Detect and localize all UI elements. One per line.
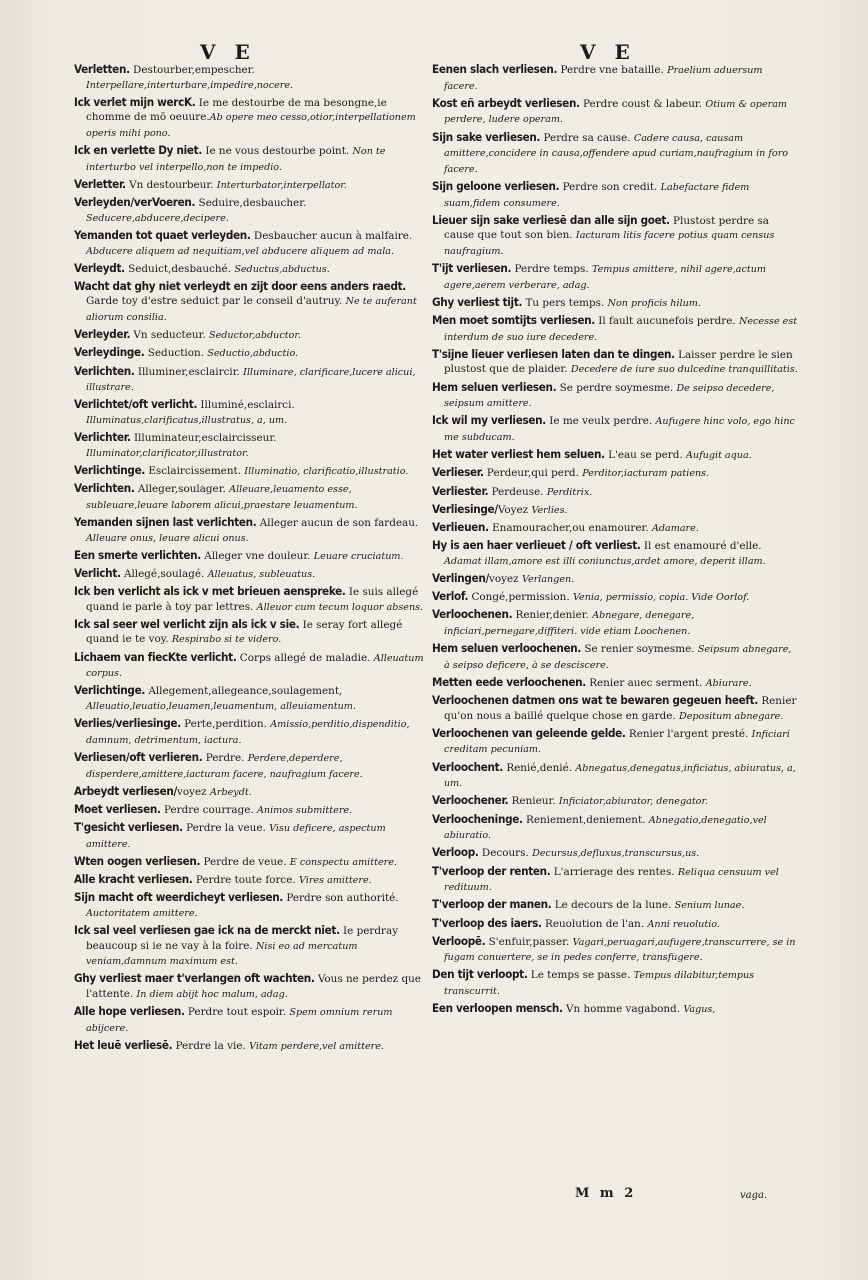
headword: T'gesicht verliesen. [74, 820, 183, 835]
headword: Arbeydt verliesen/ [74, 783, 178, 798]
latin-gloss: Iacturam litis facere potius quam census naufragium. [444, 230, 775, 257]
headword: Verlichtet/oft verlicht. [74, 397, 198, 412]
dictionary-entry [432, 213, 798, 260]
french-gloss: Allegé,soulagé. [120, 567, 208, 580]
french-gloss: Esclaircissement. [145, 464, 245, 477]
latin-gloss: Auctoritatem amittere. [86, 907, 198, 919]
latin-gloss: Perditor,iacturam patiens. [582, 468, 710, 480]
french-gloss: Reuolution de l'an. [541, 917, 648, 930]
dictionary-entry [74, 548, 426, 565]
latin-gloss: Adamare. [651, 522, 699, 534]
latin-gloss: Illuminatus,clarificatus,illustratus, a, um. [86, 415, 288, 426]
dictionary-entry [432, 967, 798, 999]
latin-gloss: Aufugit aqua. [685, 450, 752, 462]
latin-gloss: Perditrix. [546, 486, 593, 498]
headword: Sijn geloone verliesen. [432, 178, 560, 193]
latin-gloss: Necesse est interdum de suo iure decedere. [444, 316, 798, 343]
french-gloss: Alleger aucun de son fardeau. [256, 516, 419, 529]
dictionary-entry [74, 430, 426, 461]
french-gloss: Alleger,soulager. [134, 483, 230, 496]
headword: Verlieuen. [432, 519, 489, 534]
dictionary-entry [74, 802, 426, 819]
dictionary-entry [74, 784, 426, 801]
headword: Eenen slach verliesen. [432, 62, 558, 76]
dictionary-entry [74, 364, 426, 396]
latin-gloss: Nisi eo ad mercatum veniam,damnum maximum est. [86, 940, 358, 968]
latin-gloss: Seductio,abductio. [207, 348, 299, 360]
french-gloss: Renier auec serment. [585, 676, 706, 689]
french-gloss: Desbaucher aucun à malfaire. [250, 229, 413, 242]
dictionary-entry [432, 641, 798, 673]
headword: Verloochent. [432, 759, 504, 774]
latin-gloss: Leuare cruciatum. [313, 550, 404, 562]
latin-gloss: Ab opere meo cesso,otior,interpellationem operis mihi pono. [86, 112, 416, 139]
french-gloss: Le temps se passe. [527, 969, 634, 982]
dictionary-entry [432, 726, 798, 758]
french-gloss: Ie suis allegé quand ie parle à toy par lettres. [86, 586, 419, 613]
french-gloss: Perdre de veue. [200, 855, 290, 868]
dictionary-entry [432, 465, 798, 482]
dictionary-entry [432, 864, 798, 896]
latin-gloss: Seductus,abductus. [234, 263, 330, 275]
french-gloss: Alleger vne douleur. [200, 549, 314, 562]
headword: Verleyden/verVoeren. [74, 195, 196, 210]
french-gloss: Illuminateur,esclaircisseur. [130, 432, 277, 445]
dictionary-entry [74, 1004, 426, 1036]
french-gloss: Seduction. [144, 347, 208, 360]
french-gloss: Congé,permission. [468, 591, 573, 604]
latin-gloss: Inficiator,abiurator, denegator. [558, 796, 709, 808]
headword: Ick wil my verliesen. [432, 413, 546, 428]
french-gloss: Perdre coust & labeur. [579, 97, 706, 110]
french-gloss: Corps allegé de maladie. [236, 651, 374, 664]
latin-gloss: Vitam perdere,vel amittere. [249, 1041, 384, 1053]
latin-gloss: Illuminator,clarificator,illustrator. [86, 447, 249, 459]
french-gloss: Tu pers temps. [522, 296, 608, 309]
headword: Wacht dat ghy niet verleydt en zijt door eens anders raedt. [74, 278, 406, 293]
dictionary-entry [74, 177, 426, 194]
french-gloss: Vn destourbeur. [125, 178, 217, 191]
french-gloss: Perdre courrage. [160, 803, 257, 816]
headword: Wten oogen verliesen. [74, 853, 201, 868]
french-gloss: Seduire,desbaucher. [195, 197, 307, 210]
dictionary-entry [432, 380, 798, 412]
latin-gloss: Interturbator,interpellator. [216, 179, 347, 191]
french-gloss: Vous ne perdez que l'attente. [86, 973, 421, 1001]
headword: T'verloop der renten. [432, 863, 551, 878]
french-gloss: Se perdre soymesme. [556, 381, 677, 394]
dictionary-entry [432, 313, 798, 345]
headword: Hem seluen verliesen. [432, 379, 557, 394]
headword: Verlichten. [74, 481, 135, 496]
french-gloss: Renier,denier. [512, 609, 593, 622]
headword: T'verloop des iaers. [432, 915, 542, 930]
headword: Kost eñ arbeydt verliesen. [432, 95, 580, 110]
headword: Verloocheninge. [432, 811, 523, 826]
latin-gloss: Alleuatus, subleuatus. [207, 568, 316, 580]
dictionary-entry [74, 95, 426, 142]
french-gloss: Perdre la vie. [172, 1040, 250, 1053]
latin-gloss: Visu deficere, aspectum amittere. [86, 823, 386, 850]
latin-gloss: Aufugere hinc volo, ego hinc me subducam. [444, 416, 795, 443]
french-gloss: Perdre son authorité. [283, 892, 399, 905]
dictionary-entry [432, 760, 798, 792]
dictionary-entry [74, 481, 426, 513]
headword: Verlichtinge. [74, 683, 146, 698]
headword: Verliesinge/ [432, 501, 498, 516]
latin-gloss: Vagari,peruagari,aufugere,transcurrere, se in fugam conuertere, se in pedes conferre, transfugere. [444, 936, 796, 964]
french-gloss: Perdre. [202, 752, 248, 764]
headword: Een verloopen mensch. [432, 1001, 563, 1016]
headword: Verleydinge. [74, 345, 145, 360]
dictionary-entry [432, 1001, 798, 1018]
french-gloss: L'eau se perd. [604, 449, 686, 462]
headword: Ick ben verlicht als ick v met brieuen aenspreke. [74, 584, 346, 599]
dictionary-entry [432, 62, 798, 94]
french-gloss: Renier l'argent presté. [625, 727, 752, 740]
latin-gloss: Adamat illam,amore est illi coniunctus,ardet amore, deperit illam. [444, 555, 766, 567]
dictionary-entry [74, 617, 426, 648]
running-header [0, 40, 868, 64]
headword: T'ijt verliesen. [432, 261, 512, 276]
dictionary-entry [74, 397, 426, 428]
dictionary-entry [432, 520, 798, 537]
latin-gloss: Non proficis hilum. [607, 297, 701, 309]
dictionary-entry [432, 571, 798, 588]
dictionary-entry [74, 279, 426, 326]
headword: Verlof. [432, 589, 469, 604]
right-column [432, 62, 798, 1019]
latin-gloss: Interpellare,interturbare,impedire,nocere. [86, 79, 294, 91]
french-gloss: Seduict,desbauché. [124, 262, 235, 275]
french-gloss: Il fault aucunefois perdre. [594, 315, 739, 328]
headword: Verliesen/oft verlieren. [74, 750, 203, 764]
header-left: V E [200, 40, 256, 64]
signature-mark: M m 2 [575, 1186, 637, 1201]
french-gloss: Il est enamouré d'elle. [640, 540, 762, 553]
dictionary-entry [74, 1038, 426, 1055]
headword: Verletten. [74, 62, 130, 76]
latin-gloss: Praelium aduersum facere. [444, 65, 763, 92]
dictionary-entry [432, 916, 798, 933]
dictionary-entry [432, 413, 798, 445]
latin-gloss: Alleuor cum tecum loquor absens. [256, 601, 424, 613]
headword: T'sijne lieuer verliesen laten dan te dingen. [432, 346, 675, 361]
headword: Een smerte verlichten. [74, 547, 201, 562]
french-gloss: Perdre son credit. [559, 180, 661, 193]
latin-gloss: Abiurare. [705, 677, 752, 689]
dictionary-entry [74, 463, 426, 480]
dictionary-entry [74, 650, 426, 682]
french-gloss: Perdre sa cause. [540, 131, 634, 144]
dictionary-entry [432, 295, 798, 312]
latin-gloss: Tempus amittere, nihil agere,actum agere,aerem verberare, adag. [444, 264, 767, 291]
latin-gloss: Respirabo si te videro. [171, 634, 282, 646]
dictionary-entry [74, 62, 426, 93]
latin-gloss: Alleuatum corpus. [86, 652, 424, 680]
french-gloss: Se renier soymesme. [581, 643, 698, 656]
latin-gloss: Senium lunae. [674, 900, 745, 912]
french-gloss: Le decours de la lune. [551, 899, 675, 912]
latin-gloss: Abnegatio,denegatio,vel abiuratio. [444, 814, 767, 842]
latin-gloss: In diem abijt hoc malum, adag. [136, 989, 288, 1001]
french-gloss: Perdre tout espoir. [184, 1006, 290, 1019]
french-gloss: Illuminer,esclaircir. [134, 365, 244, 378]
french-gloss: Perdre toute force. [192, 874, 300, 887]
headword: Den tijt verloopt. [432, 967, 528, 982]
latin-gloss: Tempus dilabitur,tempus transcurrit. [444, 970, 755, 998]
french-gloss: Renieur. [508, 795, 559, 808]
dictionary-entry [432, 693, 798, 724]
dictionary-entry [74, 228, 426, 259]
dictionary-entry [74, 716, 426, 748]
latin-gloss: Amissio,perditio,dispenditio, damnum, detrimentum, iactura. [86, 719, 410, 746]
french-gloss: Ie perdray beaucoup si ie ne vay à la foire. [86, 925, 399, 952]
headword: Ghy verliest tijt. [432, 294, 523, 309]
dictionary-entry [74, 923, 426, 970]
catchword: vaga. [740, 1190, 768, 1201]
headword: Moet verliesen. [74, 801, 161, 816]
french-gloss: Ie me destourbe de ma besongne,ie chomme de mō oeuure. [86, 96, 387, 124]
french-gloss: Perdeur,qui perd. [483, 467, 583, 480]
headword: Yemanden sijnen last verlichten. [74, 514, 257, 529]
french-gloss: Ie ne vous destourbe point. [202, 145, 353, 158]
french-gloss: L'arrierage des rentes. [550, 865, 678, 878]
latin-gloss: Venia, permissio, copia. Vide Oorlof. [572, 592, 750, 604]
headword: Verloochenen. [432, 607, 513, 622]
latin-gloss: Abducere aliquem ad nequitiam,vel abducere aliquem ad mala. [86, 245, 395, 257]
french-gloss: Perdeuse. [488, 485, 547, 498]
french-gloss: Ie me veulx perdre. [545, 415, 656, 428]
french-gloss: Decours. [478, 847, 533, 860]
dictionary-entry [74, 261, 426, 278]
latin-gloss: Vagus, [683, 1004, 716, 1016]
headword: Verloochener. [432, 793, 509, 808]
headword: Ick sal veel verliesen gae ick na de merckt niet. [74, 923, 340, 938]
headword: Het water verliest hem seluen. [432, 447, 605, 462]
latin-gloss: Decursus,defluxus,transcursus,us. [532, 848, 700, 860]
dictionary-entry [74, 872, 426, 889]
french-gloss: Renié,denié. [503, 761, 576, 774]
french-gloss: Enamouracher,ou enamourer. [488, 521, 652, 534]
dictionary-entry [74, 195, 426, 226]
dictionary-entry [432, 96, 798, 128]
headword: Ick en verlette Dy niet. [74, 143, 203, 158]
headword: Verleydt. [74, 260, 125, 275]
latin-gloss: Alleuare,leuamento esse, subleuare,leuare laborem alicui,praestare leuamentum. [86, 484, 358, 511]
french-gloss: Plustost perdre sa cause que tout son bien. [444, 214, 769, 242]
latin-gloss: Seducere,abducere,decipere. [86, 212, 229, 224]
dictionary-entry [432, 179, 798, 211]
latin-gloss: Labefactare fidem suam,fidem consumere. [444, 181, 750, 209]
latin-gloss: Anni reuolutio. [647, 918, 720, 930]
french-gloss: Garde toy d'estre seduict par le conseil d'autruy. [86, 295, 346, 308]
latin-gloss: Decedere de iure suo dulcedine tranquillitatis. [570, 364, 798, 376]
latin-gloss: E conspectu amittere. [289, 856, 397, 868]
french-gloss: Voyez [497, 503, 532, 516]
headword: Alle kracht verliesen. [74, 872, 193, 887]
latin-gloss: Perdere,deperdere, disperdere,amittere,iacturam facere, naufragium facere. [86, 753, 363, 780]
headword: Lieuer sijn sake verliesē dan alle sijn goet. [432, 212, 670, 227]
latin-gloss: Seipsum abnegare, à seipso deficere, à se desciscere. [444, 644, 792, 671]
french-gloss: voyez [489, 572, 522, 585]
dictionary-entry [432, 607, 798, 639]
latin-gloss: Seductor,abductor. [209, 330, 301, 342]
headword: Verletter. [74, 176, 126, 191]
dictionary-entry [432, 845, 798, 862]
headword: Sijn sake verliesen. [432, 129, 541, 144]
headword: Verliester. [432, 483, 489, 498]
headword: Alle hope verliesen. [74, 1004, 185, 1019]
headword: Metten eede verloochenen. [432, 674, 586, 689]
headword: Verlichtinge. [74, 462, 146, 477]
headword: Verloochenen datmen ons wat te bewaren gegeuen heeft. [432, 693, 759, 708]
latin-gloss: Depositum abnegare. [679, 710, 784, 722]
latin-gloss: Abnegare, denegare, inficiari,pernegare,diffiteri. vide etiam Loochenen. [444, 610, 695, 637]
french-gloss: Renier qu'on nous a baillé quelque chose en garde. [444, 695, 797, 722]
headword: Verlingen/ [432, 570, 490, 585]
dictionary-entry [432, 675, 798, 692]
dictionary-entry [432, 261, 798, 293]
headword: Sijn macht oft weerdicheyt verliesen. [74, 890, 284, 905]
french-gloss: Vn seducteur. [130, 329, 210, 342]
headword: Ghy verliest maer t'verlangen oft wachten. [74, 971, 315, 986]
dictionary-entry [432, 589, 798, 606]
latin-gloss: Reliqua censuum vel redituum. [444, 866, 779, 894]
headword: Verleyder. [74, 327, 131, 342]
headword: Het leuē verliesē. [74, 1038, 173, 1053]
french-gloss: Perdre temps. [511, 263, 592, 276]
dictionary-entry [74, 854, 426, 871]
headword: Verlies/verliesinge. [74, 716, 181, 731]
french-gloss: Reniement,deniement. [522, 813, 649, 826]
latin-gloss: Alleuare onus, leuare alicui onus. [86, 532, 249, 544]
french-gloss: Laisser perdre le sien plustost que de plaider. [444, 348, 793, 376]
dictionary-entry [74, 345, 426, 362]
dictionary-entry [432, 130, 798, 178]
latin-gloss: Non te interturbo vel interpello,non te impedio. [86, 146, 386, 173]
headword: Verloochenen van geleende gelde. [432, 725, 626, 740]
french-gloss: Illuminé,esclairci. [197, 399, 295, 412]
dictionary-entry [74, 683, 426, 714]
headword: Hy is aen haer verlieuet / oft verliest. [432, 538, 641, 553]
dictionary-entry [432, 347, 798, 378]
french-gloss: Perte,perdition. [180, 718, 271, 731]
dictionary-entry [74, 143, 426, 175]
headword: Hem seluen verloochenen. [432, 641, 582, 656]
dictionary-entry [432, 447, 798, 464]
dictionary-entry [432, 934, 798, 966]
latin-gloss: Ne te auferant aliorum consilia. [86, 296, 417, 324]
latin-gloss: Illuminare, clarificare,lucere alicui, illustrare. [86, 366, 416, 394]
headword: Ick sal seer wel verlicht zijn als ick v sie. [74, 616, 300, 631]
headword: Men moet somtijts verliesen. [432, 313, 595, 328]
french-gloss: voyez [177, 785, 210, 798]
latin-gloss: Abnegatus,denegatus,inficiatus, abiuratus, a, um. [444, 762, 796, 790]
dictionary-entry [432, 484, 798, 501]
headword: Verlicht. [74, 565, 121, 580]
dictionary-entry [74, 327, 426, 344]
left-column [74, 62, 426, 1056]
latin-gloss: Illuminatio, clarificatio,illustratio. [244, 465, 409, 477]
latin-gloss: Spem omnium rerum abijcere. [86, 1007, 393, 1034]
french-gloss: Allegement,allegeance,soulagement, [145, 685, 343, 698]
latin-gloss: Vires amittere. [299, 875, 372, 887]
dictionary-entry [432, 793, 798, 810]
latin-gloss: Verlies. [531, 504, 568, 516]
headword: Ick verlet mijn wercK. [74, 94, 196, 109]
dictionary-entry [74, 971, 426, 1002]
latin-gloss: Arbeydt. [209, 786, 252, 798]
latin-gloss: Cadere causa, causam amittere,concidere in causa,offendere apud curiam,naufragium in foro facere. [444, 132, 789, 175]
dictionary-entry [74, 515, 426, 546]
latin-gloss: Alleuatio,leuatio,leuamen,leuamentum, alleuiamentum. [86, 701, 356, 713]
french-gloss: Ie seray fort allegé quand ie te voy. [86, 618, 403, 646]
headword: Verlichter. [74, 430, 131, 445]
headword: Verloop. [432, 845, 479, 860]
headword: Verlichten. [74, 363, 135, 378]
dictionary-entry [432, 812, 798, 844]
latin-gloss: Verlangen. [521, 573, 575, 585]
dictionary-entry [74, 566, 426, 583]
dictionary-entry [432, 502, 798, 519]
headword: Verlieser. [432, 465, 484, 480]
dictionary-entry [74, 750, 426, 782]
dictionary-entry [74, 820, 426, 852]
dictionary-entry [74, 890, 426, 921]
latin-gloss: De seipso decedere, seipsum amittere. [444, 382, 775, 410]
french-gloss: Vn homme vagabond. [562, 1003, 684, 1016]
french-gloss: Perdre la veue. [182, 822, 270, 835]
headword: Lichaem van fiecKte verlicht. [74, 649, 237, 664]
dictionary-entry [432, 897, 798, 914]
french-gloss: S'enfuir,passer. [485, 935, 573, 948]
headword: Yemanden tot quaet verleyden. [74, 227, 251, 242]
headword: T'verloop der manen. [432, 897, 552, 912]
french-gloss: Destourber,empescher. [129, 64, 255, 76]
dictionary-entry [432, 538, 798, 569]
dictionary-entry [74, 584, 426, 615]
french-gloss: Perdre vne bataille. [557, 64, 668, 76]
latin-gloss: Animos submittere. [257, 804, 353, 816]
latin-gloss: Otium & operam perdere, ludere operam. [444, 98, 788, 126]
latin-gloss: Inficiari creditam pecuniam. [444, 728, 790, 756]
headword: Verloopē. [432, 933, 486, 948]
header-right: V E [580, 40, 636, 64]
